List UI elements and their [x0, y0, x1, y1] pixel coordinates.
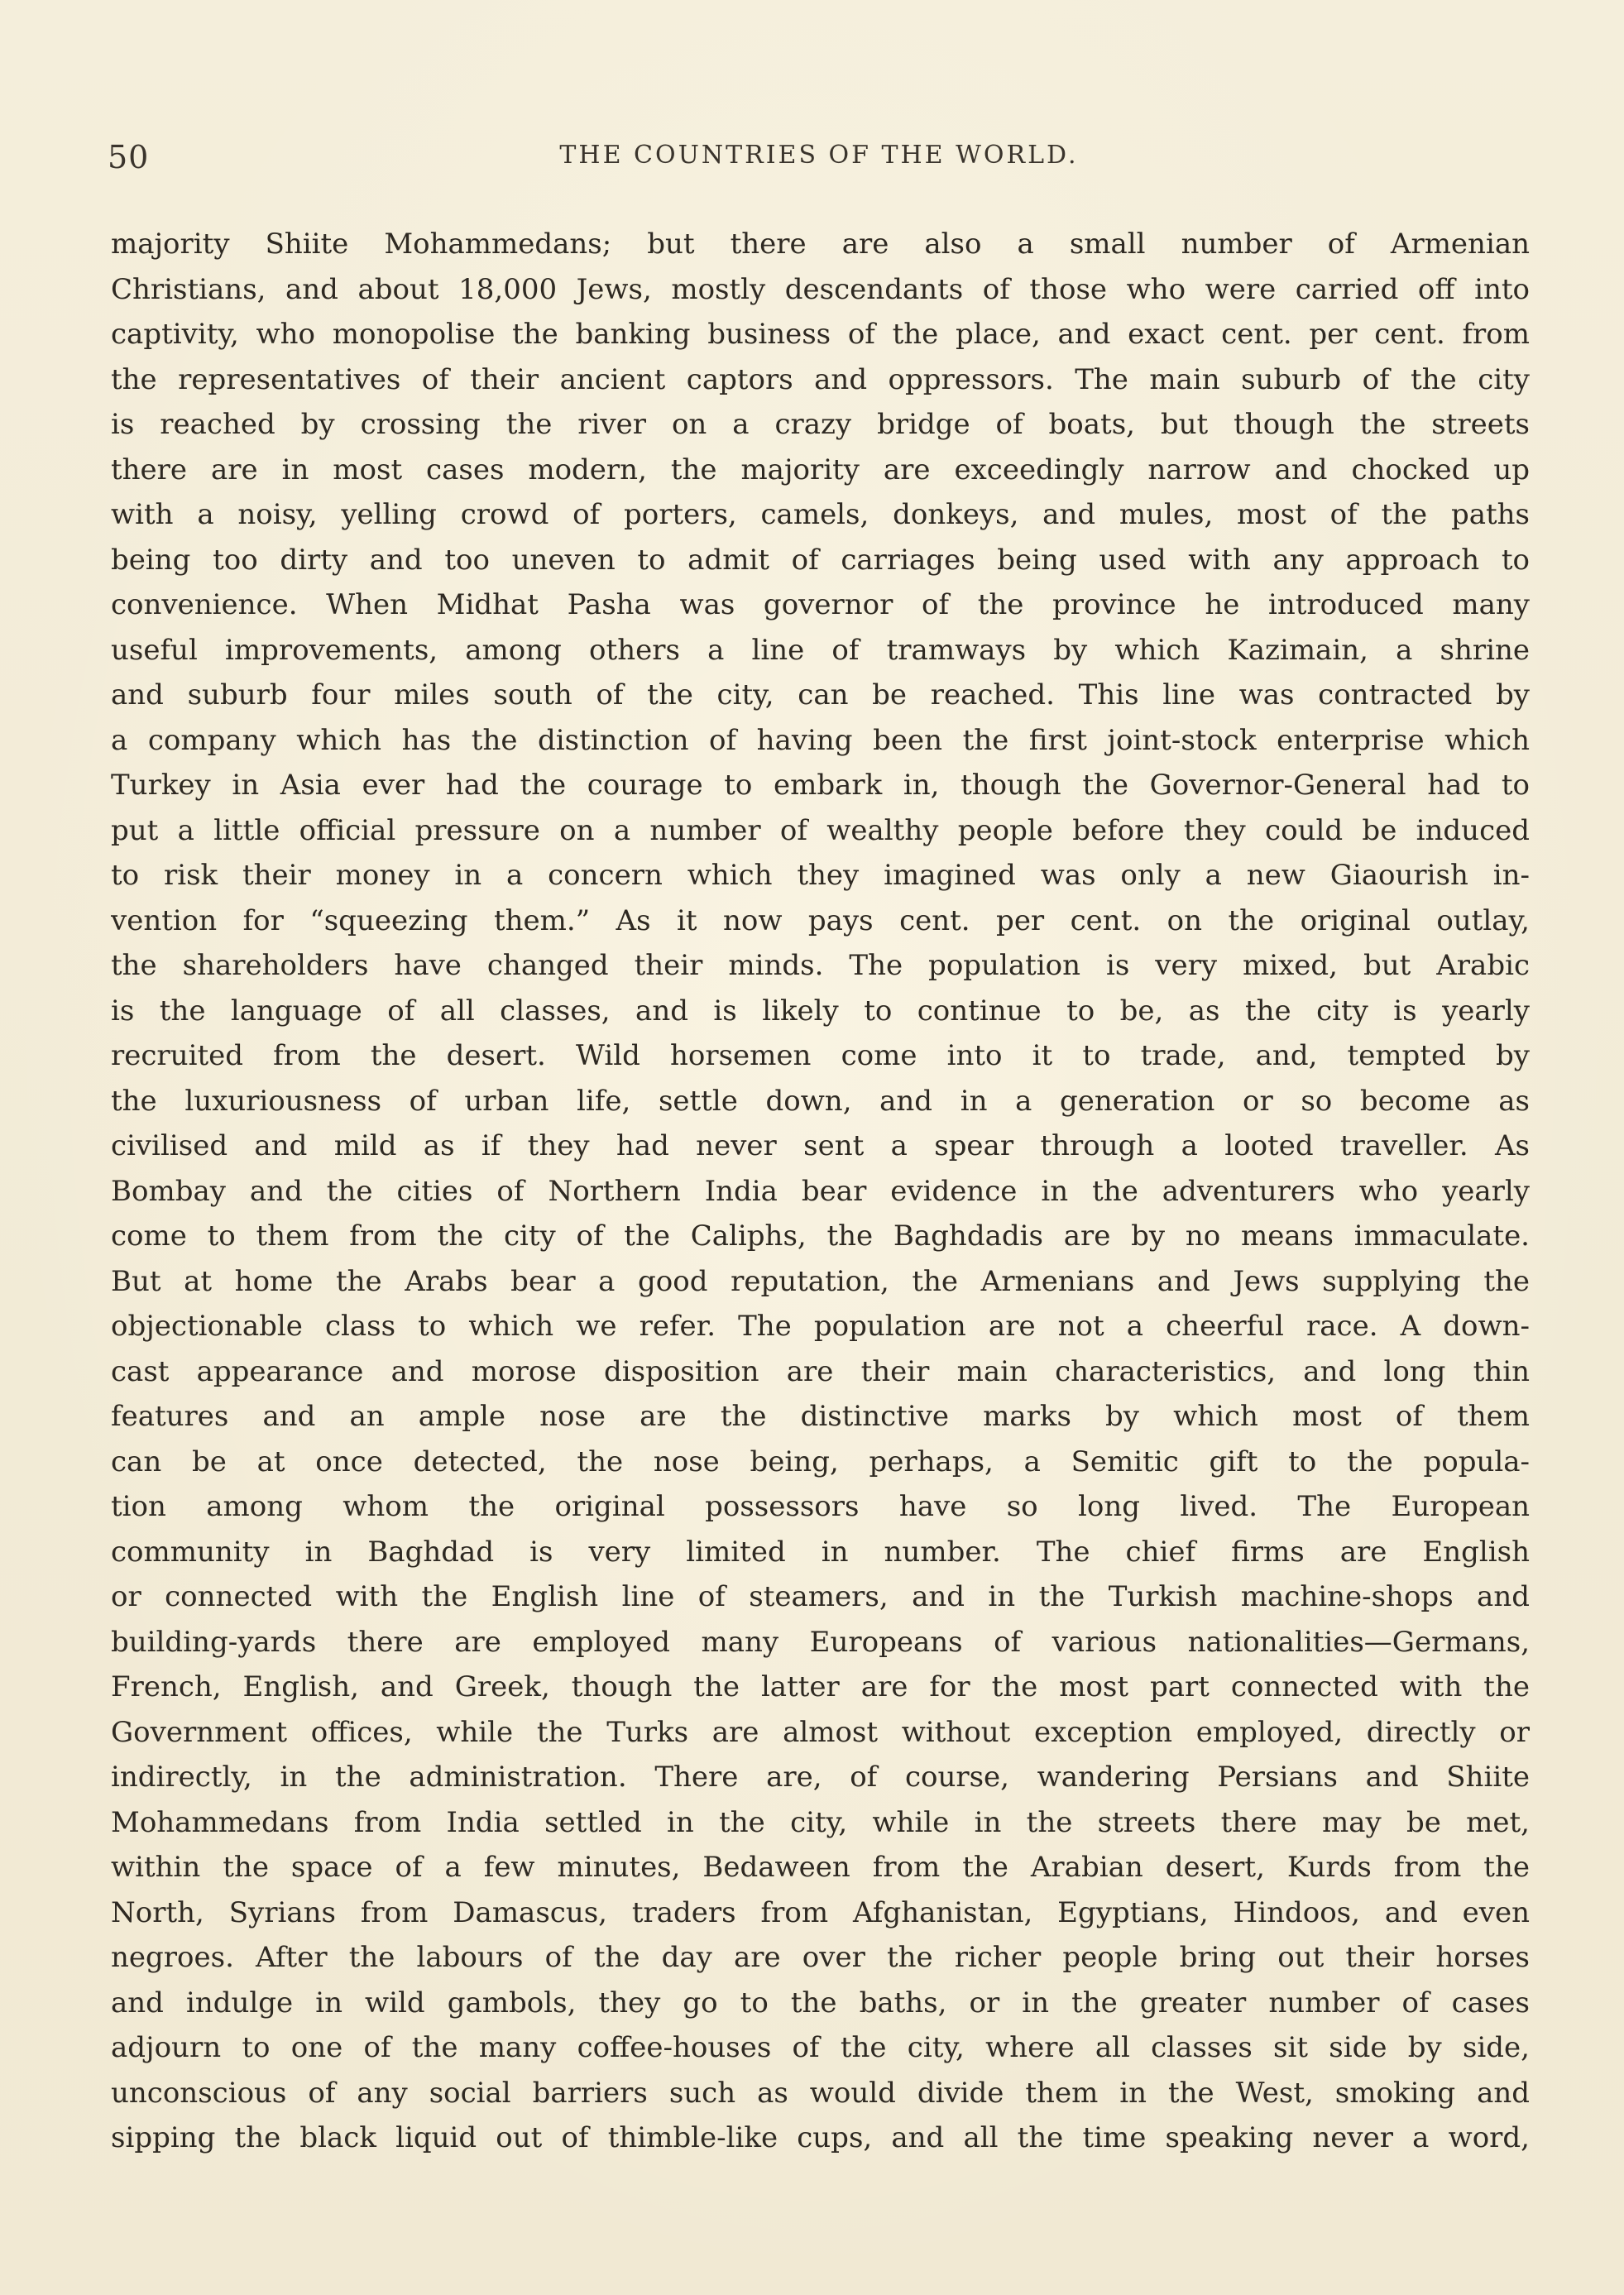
- text-line: within the space of a few minutes, Bedaween from the Arabian desert, Kurds from the: [111, 1851, 1530, 1884]
- text-line: there are in most cases modern, the majority are exceedingly narrow and chocked up: [111, 453, 1530, 486]
- text-line: with a noisy, yelling crowd of porters, camels, donkeys, and mules, most of the paths: [111, 498, 1530, 531]
- text-line: captivity, who monopolise the banking business of the place, and exact cent. per cent. from: [111, 318, 1530, 351]
- text-line: negroes. After the labours of the day are over the richer people bring out their horses: [111, 1941, 1530, 1974]
- text-line: the shareholders have changed their minds. The population is very mixed, but Arabic: [111, 949, 1530, 982]
- text-line: can be at once detected, the nose being, perhaps, a Semitic gift to the popula-: [111, 1445, 1530, 1478]
- text-line: the representatives of their ancient captors and oppressors. The main suburb of the city: [111, 362, 1530, 396]
- text-line: North, Syrians from Damascus, traders from Afghanistan, Egyptians, Hindoos, and even: [111, 1895, 1530, 1929]
- text-line: being too dirty and too uneven to admit of carriages being used with any approach to: [111, 543, 1530, 577]
- text-line: is the language of all classes, and is likely to continue to be, as the city is yearly: [111, 994, 1530, 1028]
- running-head: THE COUNTRIES OF THE WORLD.: [559, 141, 1079, 170]
- text-line: French, English, and Greek, though the latter are for the most part connected with the: [111, 1670, 1530, 1703]
- text-line: put a little official pressure on a number of wealthy people before they could be induced: [111, 813, 1530, 847]
- text-line: useful improvements, among others a line of tramways by which Kazimain, a shrine: [111, 633, 1530, 667]
- text-line: community in Baghdad is very limited in number. The chief firms are English: [111, 1535, 1530, 1569]
- text-line: convenience. When Midhat Pasha was governor of the province he introduced many: [111, 588, 1530, 621]
- text-line: Christians, and about 18,000 Jews, mostly descendants of those who were carried off into: [111, 272, 1530, 306]
- text-line: the luxuriousness of urban life, settle down, and in a generation or so become as: [111, 1084, 1530, 1118]
- text-line: recruited from the desert. Wild horsemen come into it to trade, and, tempted by: [111, 1039, 1530, 1072]
- page-number: 50: [108, 139, 150, 175]
- text-line: and indulge in wild gambols, they go to the baths, or in the greater number of cases: [111, 1986, 1530, 2020]
- text-line: building-yards there are employed many Europeans of various nationalities—Germans,: [111, 1625, 1530, 1659]
- body-text: [111, 222, 1530, 2161]
- text-line: Turkey in Asia ever had the courage to embark in, though the Governor-General had to: [111, 769, 1530, 802]
- text-line: objectionable class to which we refer. The population are not a cheerful race. A down-: [111, 1310, 1530, 1343]
- text-line: to risk their money in a concern which they imagined was only a new Giaourish in-: [111, 859, 1530, 892]
- text-line: Government offices, while the Turks are almost without exception employed, directly or: [111, 1715, 1530, 1749]
- text-line: tion among whom the original possessors have so long lived. The European: [111, 1490, 1530, 1523]
- text-line: Mohammedans from India settled in the city, while in the streets there may be met,: [111, 1805, 1530, 1839]
- page-header: [108, 139, 1531, 180]
- text-line: civilised and mild as if they had never sent a spear through a looted traveller. As: [111, 1129, 1530, 1162]
- text-line: a company which has the distinction of having been the first joint-stock enterprise which: [111, 723, 1530, 757]
- text-line: unconscious of any social barriers such as would divide them in the West, smoking and: [111, 2076, 1530, 2110]
- text-line: and suburb four miles south of the city, can be reached. This line was contracted by: [111, 678, 1530, 711]
- text-line: come to them from the city of the Caliphs, the Baghdadis are by no means immaculate.: [111, 1219, 1530, 1253]
- text-line: Bombay and the cities of Northern India bear evidence in the adventurers who yearly: [111, 1174, 1530, 1208]
- text-line: features and an ample nose are the distinctive marks by which most of them: [111, 1400, 1530, 1433]
- text-line: But at home the Arabs bear a good reputation, the Armenians and Jews supplying the: [111, 1264, 1530, 1298]
- text-line: is reached by crossing the river on a crazy bridge of boats, but though the streets: [111, 408, 1530, 441]
- text-line: vention for “squeezing them.” As it now pays cent. per cent. on the original outlay,: [111, 903, 1530, 937]
- text-line: or connected with the English line of steamers, and in the Turkish machine-shops and: [111, 1580, 1530, 1613]
- text-line: indirectly, in the administration. There are, of course, wandering Persians and Shiite: [111, 1761, 1530, 1794]
- text-line: adjourn to one of the many coffee-houses of the city, where all classes sit side by side,: [111, 2031, 1530, 2064]
- text-line: cast appearance and morose disposition are their main characteristics, and long thin: [111, 1354, 1530, 1388]
- text-line: sipping the black liquid out of thimble-like cups, and all the time speaking never a word,: [111, 2121, 1530, 2154]
- text-line: majority Shiite Mohammedans; but there are also a small number of Armenian: [111, 228, 1530, 261]
